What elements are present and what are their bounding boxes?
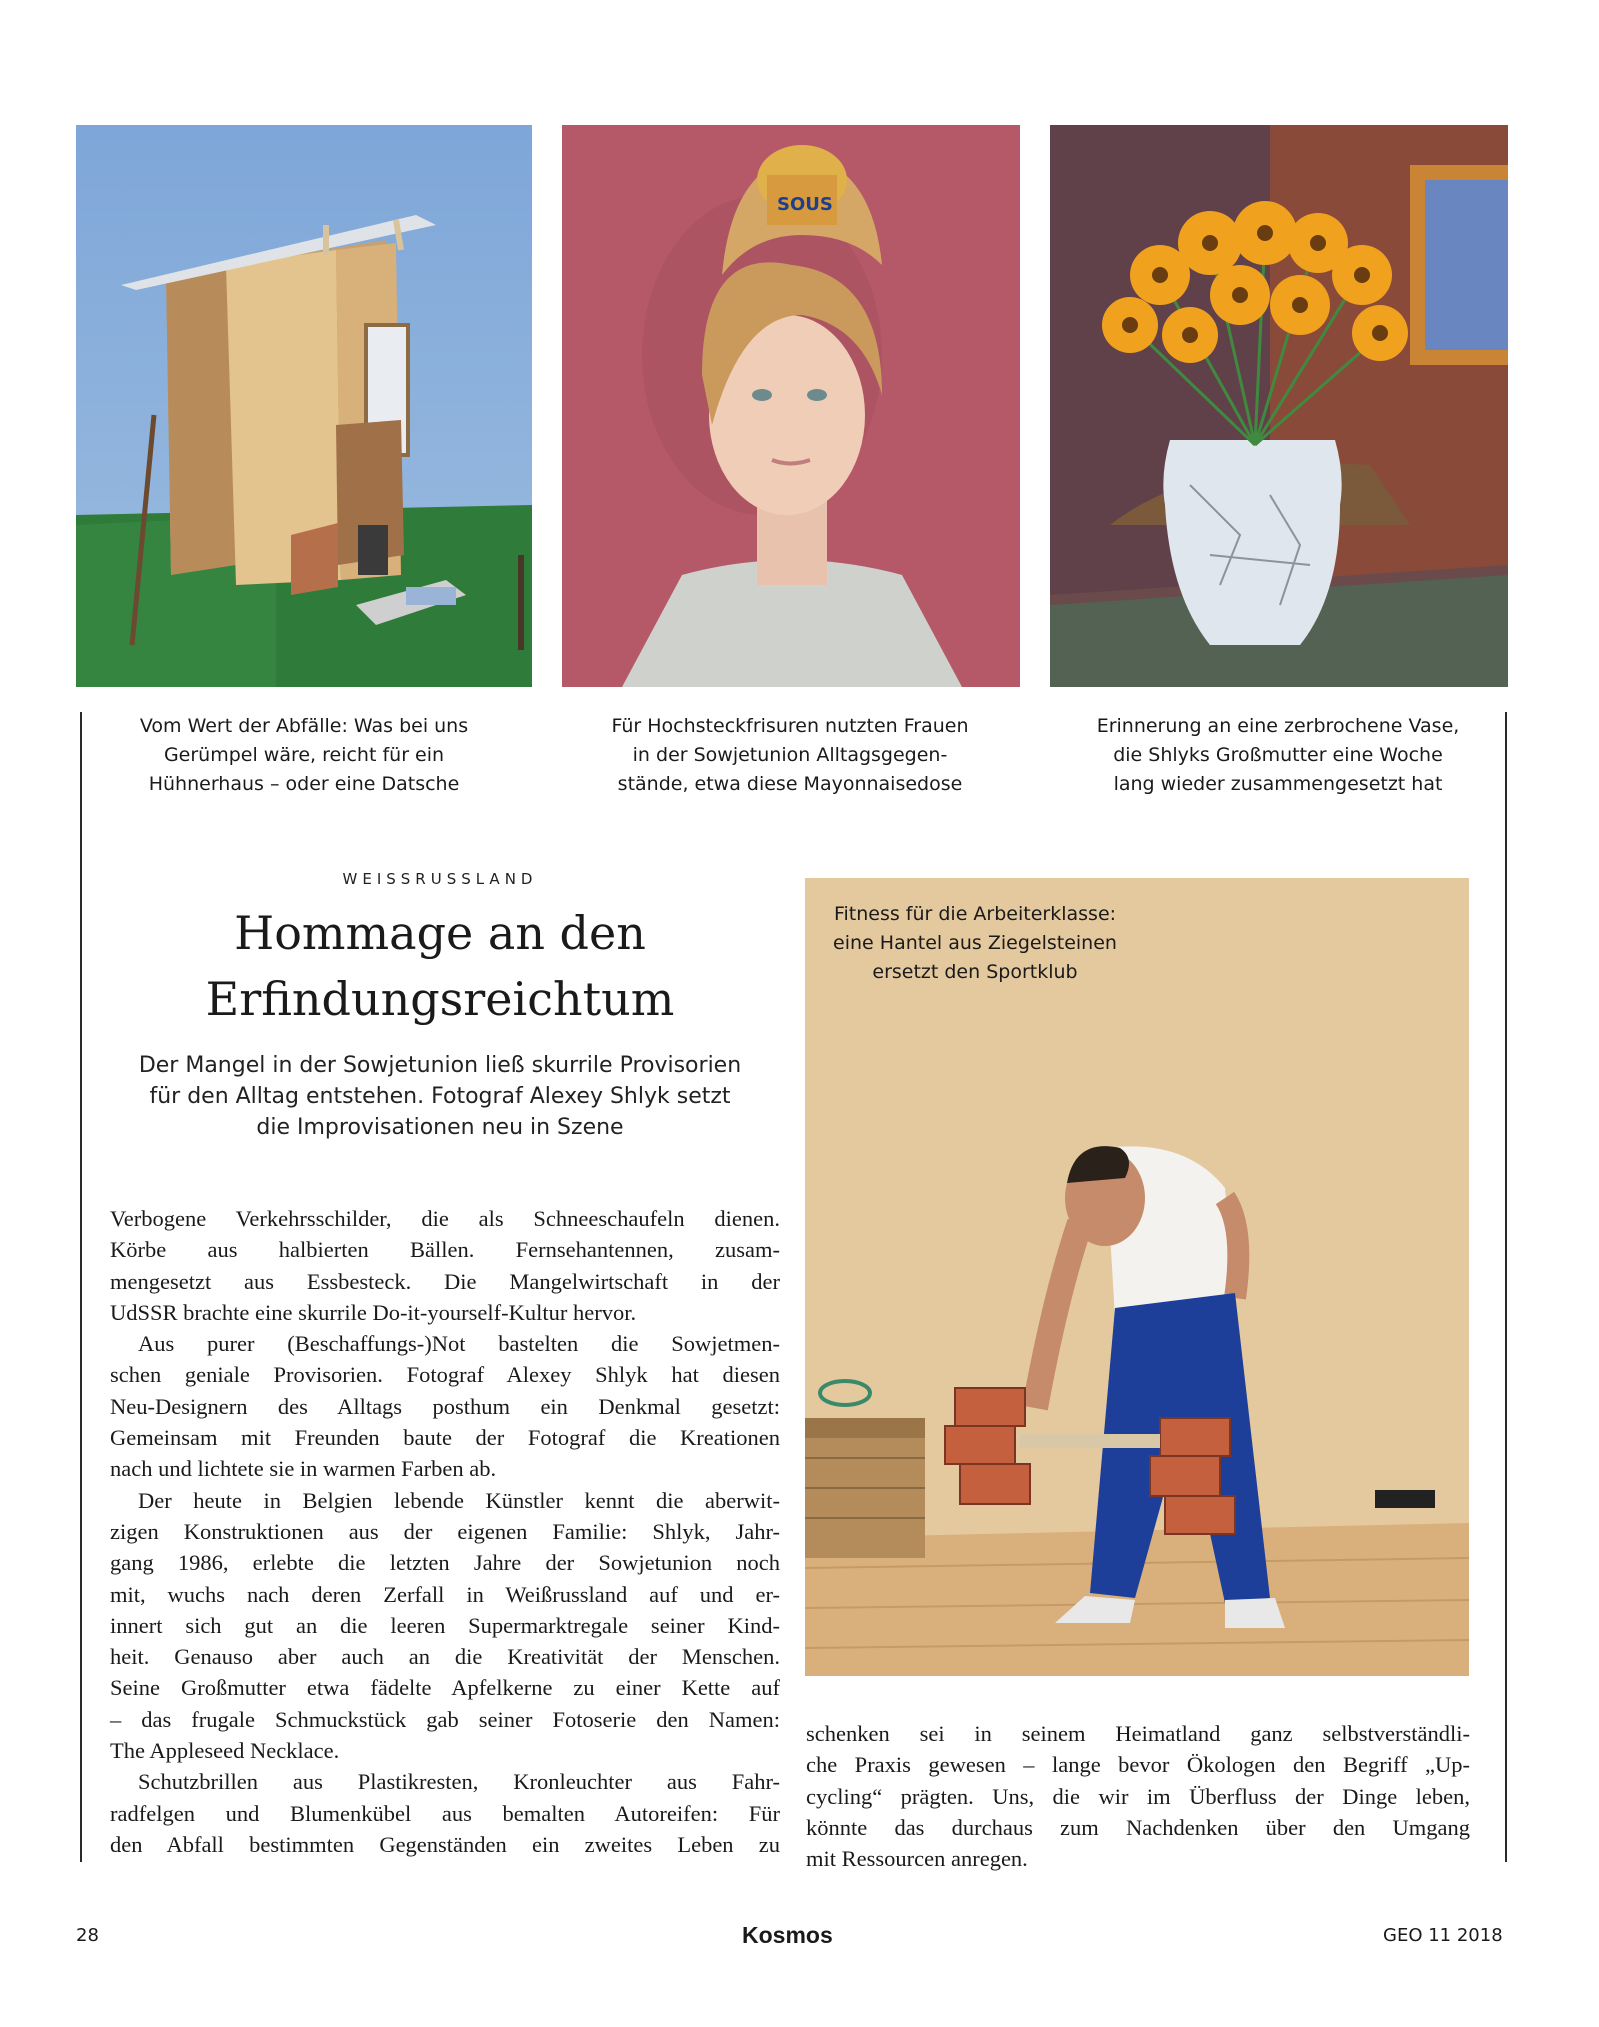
- caption-line: Erinnerung an eine zerbrochene Vase,: [1096, 715, 1460, 737]
- caption-woman: [570, 712, 1010, 799]
- body-line: Neu-Designern des Alltags posthum ein Denkmal gesetzt:: [110, 1393, 780, 1419]
- caption-line: lang wieder zusammengesetzt hat: [1113, 773, 1443, 795]
- body-line: gang 1986, erlebte die letzten Jahre der Sowjetunion noch: [110, 1550, 780, 1576]
- headline-line: Erfindungsreichtum: [205, 972, 675, 1026]
- body-line: Körbe aus halbierten Bällen. Fernsehantennen, zusam-: [110, 1237, 780, 1263]
- deck-line: die Improvisationen neu in Szene: [256, 1115, 624, 1140]
- body-text-left: [110, 1203, 780, 1860]
- photo-brick-dumbbell: [805, 878, 1469, 1676]
- headline-line: Hommage an den: [234, 906, 646, 960]
- caption-hut: [84, 712, 524, 799]
- caption-line: stände, etwa diese Mayonnaisedose: [617, 773, 963, 795]
- column-rule-right: [1505, 712, 1507, 1862]
- body-line: mit Ressourcen anregen.: [806, 1846, 1028, 1872]
- body-line: Verbogene Verkehrsschilder, die als Schneeschaufeln dienen.: [110, 1206, 780, 1231]
- column-rule-left: [80, 712, 82, 1862]
- body-line: innert sich gut an die leeren Supermarktregale seiner Kind-: [110, 1612, 780, 1638]
- caption-line: Fitness für die Arbeiterklasse:: [833, 903, 1117, 925]
- article-headline: [110, 900, 770, 1032]
- photo-broken-vase: [1050, 125, 1508, 687]
- body-line: Schutzbrillen aus Plastikresten, Kronleuchter aus Fahr-: [138, 1769, 780, 1795]
- body-line: – das frugale Schmuckstück gab seiner Fotoserie den Namen:: [110, 1706, 780, 1732]
- body-line: che Praxis gewesen – lange bevor Ökologen den Begriff „Up-: [806, 1752, 1470, 1778]
- photo-woman-hairdo: [562, 125, 1020, 687]
- deck-line: Der Mangel in der Sowjetunion ließ skurrile Provisorien: [138, 1053, 742, 1078]
- body-line: Aus purer (Beschaffungs-)Not bastelten die Sowjetmen-: [138, 1331, 780, 1357]
- caption-line: ersetzt den Sportklub: [872, 961, 1078, 983]
- body-line: schenken sei in seinem Heimatland ganz selbstverständli-: [806, 1721, 1470, 1746]
- deck-line: für den Alltag entstehen. Fotograf Alexey Shlyk setzt: [149, 1084, 731, 1109]
- page-number: 28: [76, 1925, 99, 1946]
- article-deck: [100, 1050, 780, 1143]
- body-text-right: [806, 1718, 1470, 1874]
- body-line: Der heute in Belgien lebende Künstler kennt die aberwit-: [138, 1487, 780, 1513]
- caption-line: Für Hochsteckfrisuren nutzten Frauen: [611, 715, 969, 737]
- issue-info: GEO 11 2018: [1383, 1925, 1503, 1946]
- body-line: Seine Großmutter etwa fädelte Apfelkerne zu einer Kette auf: [110, 1675, 780, 1701]
- caption-line: Vom Wert der Abfälle: Was bei uns: [139, 715, 469, 737]
- body-line: schen geniale Provisorien. Fotograf Alexey Shlyk hat diesen: [110, 1362, 780, 1388]
- body-line: mengesetzt aus Essbesteck. Die Mangelwirtschaft in der: [110, 1268, 780, 1294]
- body-line: zigen Konstruktionen aus der eigenen Familie: Shlyk, Jahr-: [110, 1518, 780, 1544]
- mayonnaise-can-label: SOUS: [777, 194, 833, 215]
- body-line: könnte das durchaus zum Nachdenken über den Umgang: [806, 1814, 1470, 1840]
- body-line: den Abfall bestimmten Gegenständen ein zweites Leben zu: [110, 1831, 780, 1857]
- body-line: Gemeinsam mit Freunden baute der Fotograf die Kreationen: [110, 1425, 780, 1451]
- section-rubric: WEISSRUSSLAND: [342, 870, 538, 888]
- caption-line: Hühnerhaus – oder eine Datsche: [148, 773, 460, 795]
- body-line: UdSSR brachte eine skurrile Do-it-yourself-Kultur hervor.: [110, 1299, 637, 1325]
- caption-vase: [1058, 712, 1498, 799]
- body-line: The Appleseed Necklace.: [110, 1738, 340, 1764]
- body-line: mit, wuchs nach deren Zerfall in Weißrussland auf und er-: [110, 1581, 780, 1607]
- caption-line: die Shlyks Großmutter eine Woche: [1113, 744, 1443, 766]
- body-line: heit. Genauso aber auch an die Kreativität der Menschen.: [110, 1644, 780, 1670]
- caption-fitness: [815, 900, 1135, 987]
- body-line: radfelgen und Blumenkübel aus bemalten Autoreifen: Für: [110, 1800, 780, 1826]
- body-line: nach und lichtete sie in warmen Farben ab.: [110, 1456, 497, 1482]
- body-line: cycling“ prägten. Uns, die wir im Überfluss der Dinge leben,: [806, 1783, 1470, 1809]
- section-name: Kosmos: [742, 1922, 833, 1948]
- caption-line: Gerümpel wäre, reicht für ein: [163, 744, 445, 766]
- caption-line: eine Hantel aus Ziegelsteinen: [833, 932, 1117, 954]
- caption-line: in der Sowjetunion Alltagsgegen-: [632, 744, 948, 766]
- photo-chicken-hut: [76, 125, 532, 687]
